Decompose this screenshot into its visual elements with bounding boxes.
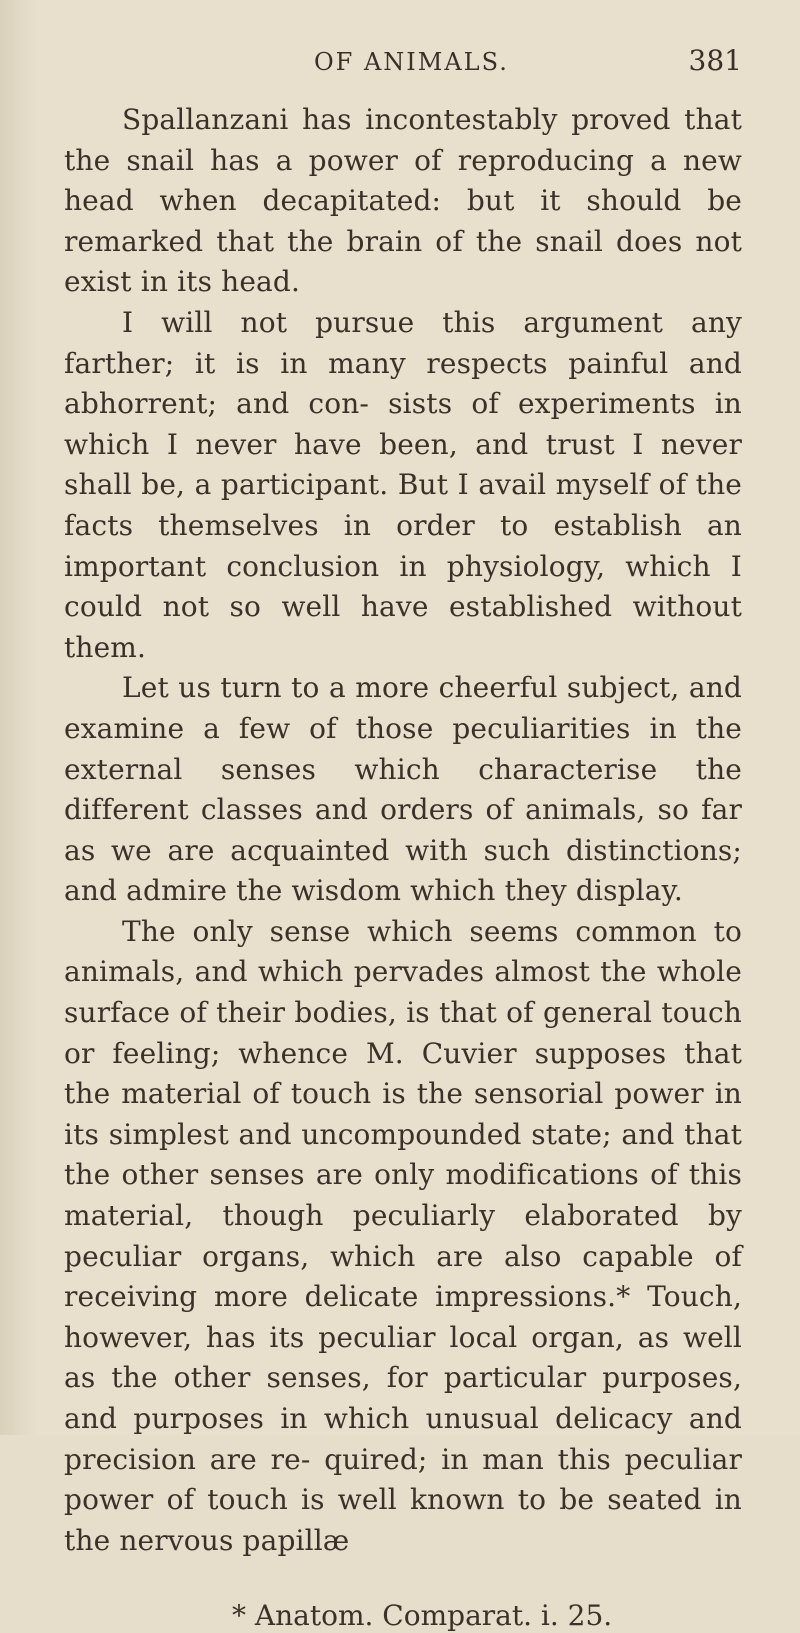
paragraph-spallanzani: Spallanzani has incontestably proved that the snail has a power of reproducing a new head when decapitated: but it should be remarked that the brain of the snail does not exist in its head.: [64, 103, 742, 299]
running-title: OF ANIMALS.: [314, 48, 509, 76]
paragraph-touch: The only sense which seems common to animals, and which pervades almost the whole surface of their bodies, is that of general touch or feeling; whence M. Cuvier supposes that the material of touch is the sensorial power in its simplest and uncompounded state; and that the other senses are only modifications of this material, though peculiarly elaborated by peculiar organs, which are also capable of receiving more delicate impressions.* Touch, however, has its peculiar local organ, as well as the other senses, for particular purposes, and purposes in which unusual delicacy and precision are re- quired; in man this peculiar power of touch is well known to be seated in the nervous papillæ: [64, 914, 742, 1557]
footnote: * Anatom. Comparat. i. 25.: [232, 1599, 613, 1633]
paragraph-argument: I will not pursue this argument any farther; it is in many respects painful and abhorrent; and con- sists of experiments in which I never have been, and trust I never shall be, a participant. But I avail myself of the facts themselves in order to establish an important conclusion in physiology, which I could not so well have established without them.: [64, 305, 742, 664]
body-text: [64, 100, 742, 1561]
page-number: 381: [688, 44, 742, 77]
page-header: [64, 40, 742, 100]
paragraph-external-senses: Let us turn to a more cheerful subject, and examine a few of those peculiarities in the external senses which characterise the different classes and orders of animals, so far as we are acquainted with such distinctions; and admire the wisdom which they display.: [64, 671, 742, 908]
